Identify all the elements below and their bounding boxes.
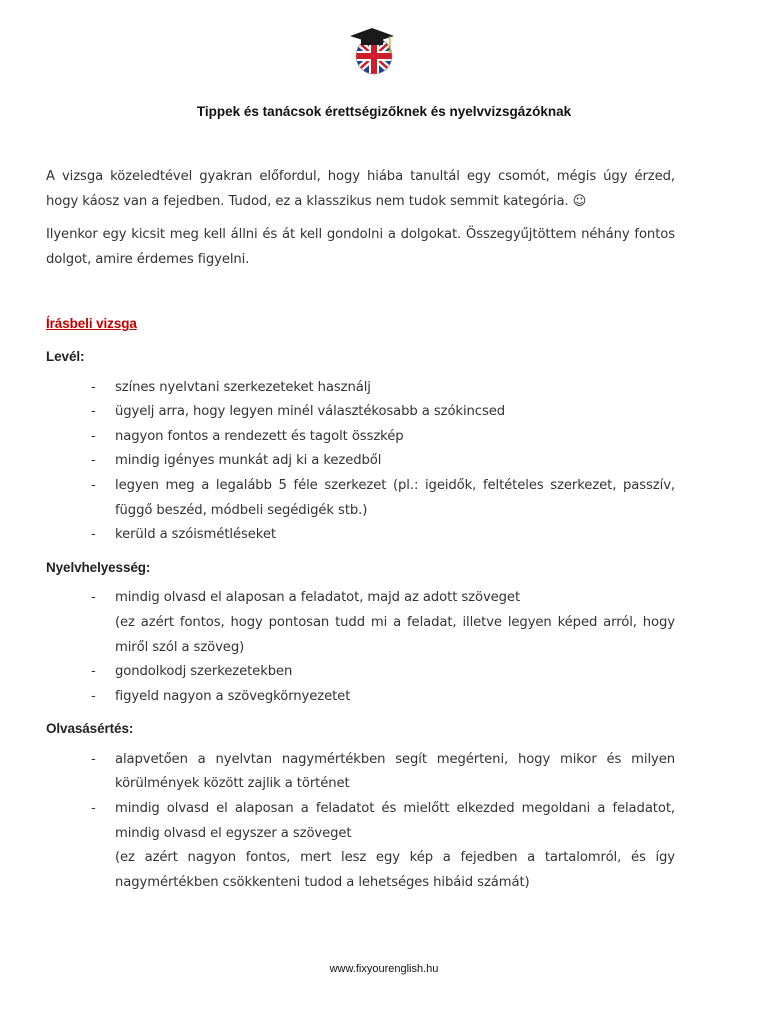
list-item xyxy=(46,400,675,425)
footer-url[interactable]: www.fixyourenglish.hu xyxy=(329,963,439,975)
list-item xyxy=(46,685,675,710)
list-item xyxy=(46,586,675,660)
list-item xyxy=(46,660,675,685)
dash-bullet: - xyxy=(91,404,96,420)
dash-bullet: - xyxy=(91,751,96,767)
list-item xyxy=(46,376,675,401)
list-item-note: (ez azért nagyon fontos, mert lesz egy kép a fejedben a tartalomról, és így nagymértékben csökkenteni tudod a lehetséges hibáid számát) xyxy=(115,850,675,890)
subheading-level: Levél: xyxy=(46,348,85,364)
list-item-text: színes nyelvtani szerkezeteket használj xyxy=(115,379,371,395)
list-item-text: legyen meg a legalább 5 féle szerkezet (pl.: igeidők, feltételes szerkezet, passzív, függő beszéd, módbeli segédigék stb.) xyxy=(115,477,675,518)
fixyourenglish-logo xyxy=(346,24,398,80)
list-nyelvhelyesseg xyxy=(46,586,675,709)
list-item xyxy=(46,523,675,548)
dash-bullet: - xyxy=(91,527,96,543)
subheading-nyelvhelyesseg: Nyelvhelyesség: xyxy=(46,559,151,575)
list-item-text: mindig olvasd el alaposan a feladatot és mielőtt elkezded megoldani a feladatot, mindig olvasd el egyszer a szöveget xyxy=(115,801,675,841)
subheading-olvasasertes: Olvasásértés: xyxy=(46,721,134,737)
list-item-text: figyeld nagyon a szövegkörnyezetet xyxy=(115,688,351,704)
list-item-text: mindig olvasd el alaposan a feladatot, majd az adott szöveget xyxy=(115,590,521,606)
dash-bullet: - xyxy=(91,453,96,469)
document-body xyxy=(46,165,675,903)
list-item xyxy=(46,748,675,797)
list-item-text: mindig igényes munkát adj ki a kezedből xyxy=(115,453,382,469)
list-item xyxy=(46,425,675,450)
intro-paragraph-2: Ilyenkor egy kicsit meg kell állni és át kell gondolni a dolgokat. Összegyűjtöttem néhány fontos dolgot, amire érdemes figyelni. xyxy=(46,227,675,267)
list-item-text: nagyon fontos a rendezett és tagolt összkép xyxy=(115,428,404,444)
dash-bullet: - xyxy=(91,688,96,704)
dash-bullet: - xyxy=(91,477,96,493)
list-item xyxy=(46,449,675,474)
intro-paragraph-1: A vizsga közeledtével gyakran előfordul, hogy hiába tanultál egy csomót, mégis úgy érzed, hogy káosz van a fejedben. Tudod, ez a klasszikus nem tudok semmit kategória. ☺ xyxy=(46,169,675,209)
dash-bullet: - xyxy=(91,428,96,444)
list-item-text: kerüld a szóismétléseket xyxy=(115,527,276,543)
list-item xyxy=(46,797,675,895)
document-title: Tippek és tanácsok érettségizőknek és nyelvvizsgázóknak xyxy=(196,104,572,119)
list-level xyxy=(46,376,675,548)
list-item-text: ügyelj arra, hogy legyen minél választékosabb a szókincsed xyxy=(115,404,505,420)
section-title-irasbeli: Írásbeli vizsga xyxy=(46,316,137,332)
list-item-text: alapvetően a nyelvtan nagymértékben segít megérteni, hogy mikor és milyen körülmények között zajlik a történet xyxy=(115,751,675,792)
list-olvasasertes xyxy=(46,748,675,896)
dash-bullet: - xyxy=(91,379,96,395)
dash-bullet: - xyxy=(91,590,96,606)
dash-bullet: - xyxy=(91,664,96,680)
list-item xyxy=(46,474,675,523)
list-item-text: gondolkodj szerkezetekben xyxy=(115,664,293,680)
dash-bullet: - xyxy=(91,801,96,817)
list-item-note: (ez azért fontos, hogy pontosan tudd mi a feladat, illetve legyen képed arról, hogy miről szól a szöveg) xyxy=(115,614,675,655)
